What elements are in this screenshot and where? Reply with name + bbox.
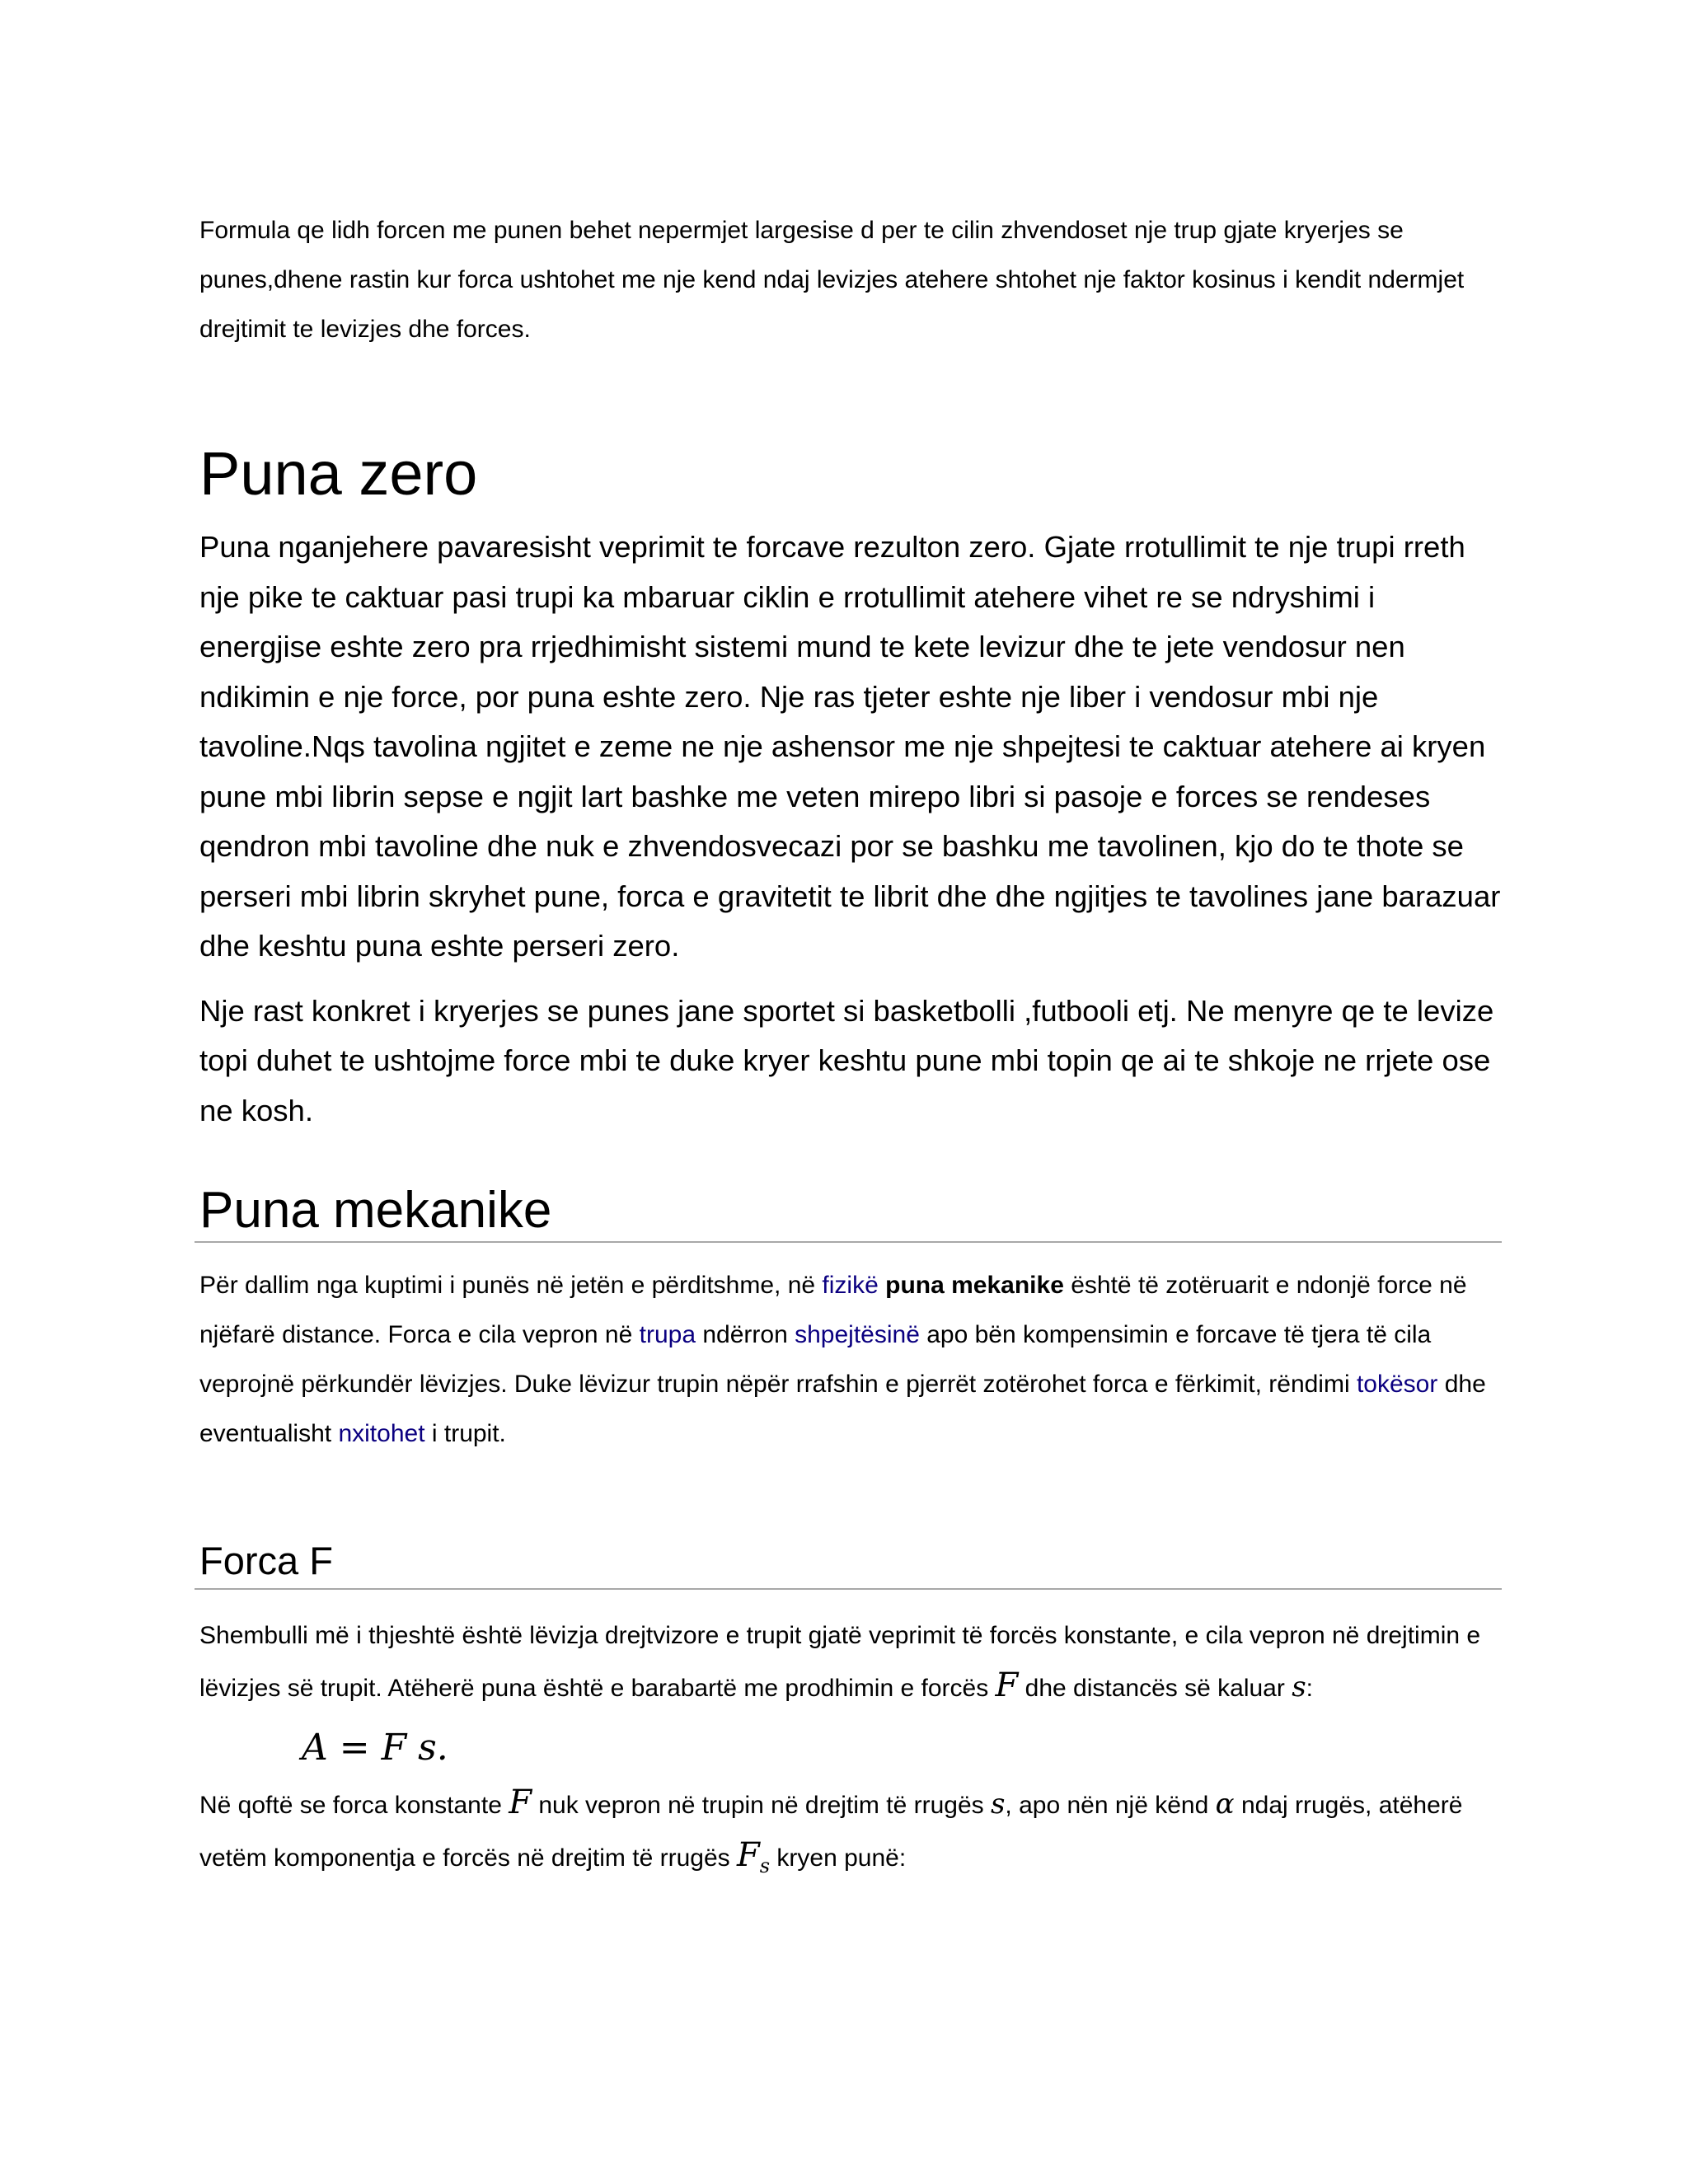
heading-puna-zero: Puna zero <box>199 439 478 508</box>
text-run: dhe distancës së kaluar <box>1018 1675 1292 1702</box>
puna-zero-paragraph-2: Nje rast konkret i kryerjes se punes jane sportet si basketbolli ,futbooli etj. Ne menyre qe te levize topi duhet te ushtojme force mbi te duke kryer keshtu pune mbi topin qe ai te shkoje ne rrjete ose ne kosh. <box>199 993 1494 1127</box>
text-run: ndaj rrugës, atëherë vetëm komponentja e forcës në drejtim të rrugës <box>199 1792 1463 1872</box>
link-trupa[interactable]: trupa <box>639 1321 696 1348</box>
link-shpejtesine[interactable]: shpejtësinë <box>795 1321 920 1348</box>
heading-puna-mekanike: Puna mekanike <box>195 1185 1502 1243</box>
forca-f-paragraph-1 <box>199 1611 1502 1713</box>
text-run: nuk vepron në trupin në drejtim të rrugës <box>532 1792 991 1819</box>
forca-f-paragraph-2 <box>199 1778 1502 1891</box>
puna-zero-paragraph-1: Puna nganjehere pavaresisht veprimit te forcave rezulton zero. Gjate rrotullimit te nje trupi rreth nje pike te caktuar pasi trupi ka mbaruar ciklin e rrotullimit atehere vihet re se ndryshimi i energjise eshte zero pra rrjedhimisht sistemi mund te kete levizur dhe te jete vendosur nen ndikimin e nje force, por puna eshte zero. Nje ras tjeter eshte nje liber i vendosur mbi nje tavoline.Nqs tavolina ngjitet e zeme ne nje ashensor me nje shpejtesi te caktuar atehere ai kryen pune mbi librin sepse e ngjit lart bashke me veten mirepo libri si pasoje e forces se rendeses qendron mbi tavoline dhe nuk e zhvendosvecazi por se bashku me tavolinen, kjo do te thote se perseri mbi librin skryhet pune, forca e gravitetit te librit dhe dhe ngjitjes te tavolines jane barazuar dhe keshtu puna eshte perseri zero. <box>199 530 1501 963</box>
math-symbol-s: s <box>1292 1671 1306 1704</box>
text-run: Në qoftë se forca konstante <box>199 1792 509 1819</box>
text-run: dhe eventualisht <box>199 1371 1486 1447</box>
text-run: : <box>1306 1675 1313 1702</box>
heading-forca-f: Forca F <box>195 1541 1502 1590</box>
intro-paragraph: Formula qe lidh forcen me punen behet nepermjet largesise d per te cilin zhvendoset nje trup gjate kryerjes se punes,dhene rastin kur forca ushtohet me nje kend ndaj levizjes atehere shtohet nje faktor kosinus i kendit ndermjet drejtimit te levizjes dhe forces. <box>199 217 1465 343</box>
text-run: Për dallim nga kuptimi i punës në jetën e përditshme, në <box>199 1272 823 1299</box>
text-run: , apo nën një kënd <box>1005 1792 1216 1819</box>
formula-work: A = F s. <box>302 1727 448 1769</box>
text-run: apo bën kompensimin e forcave të tjera të cila veprojnë përkundër lëvizjes. Duke lëvizur trupin nëpër rrafshin e pjerrët zotërohet forca e fërkimit, rëndimi <box>199 1321 1432 1398</box>
text-run: Shembulli më i thjeshtë është lëvizja drejtvizore e trupit gjatë veprimit të forcës konstante, e cila vepron në drejtimin e lëvizjes së trupit. Atëherë puna është e barabartë me prodhimin e forcës <box>199 1622 1481 1702</box>
math-subscript-s: s <box>759 1854 771 1877</box>
puna-mekanike-paragraph <box>199 1261 1502 1459</box>
text-run: është të zotëruarit e ndonjë force në njëfarë distance. Forca e cila vepron në <box>199 1272 1467 1348</box>
link-nxitohet[interactable]: nxitohet <box>338 1420 425 1447</box>
math-symbol-alpha: α <box>1215 1788 1235 1821</box>
text-run <box>879 1272 885 1299</box>
document-page <box>199 206 1502 1891</box>
math-symbol-F: F <box>995 1666 1019 1704</box>
text-run: i trupit. <box>424 1420 506 1447</box>
text-run: ndërron <box>696 1321 795 1348</box>
math-symbol-s: s <box>990 1788 1006 1821</box>
bold-term: puna mekanike <box>885 1272 1064 1299</box>
link-tokesor[interactable]: tokësor <box>1356 1371 1438 1398</box>
math-symbol-F: F <box>736 1836 760 1874</box>
math-symbol-F: F <box>509 1783 532 1821</box>
text-run: kryen punë: <box>770 1844 907 1872</box>
link-fizike[interactable]: fizikë <box>822 1272 879 1299</box>
